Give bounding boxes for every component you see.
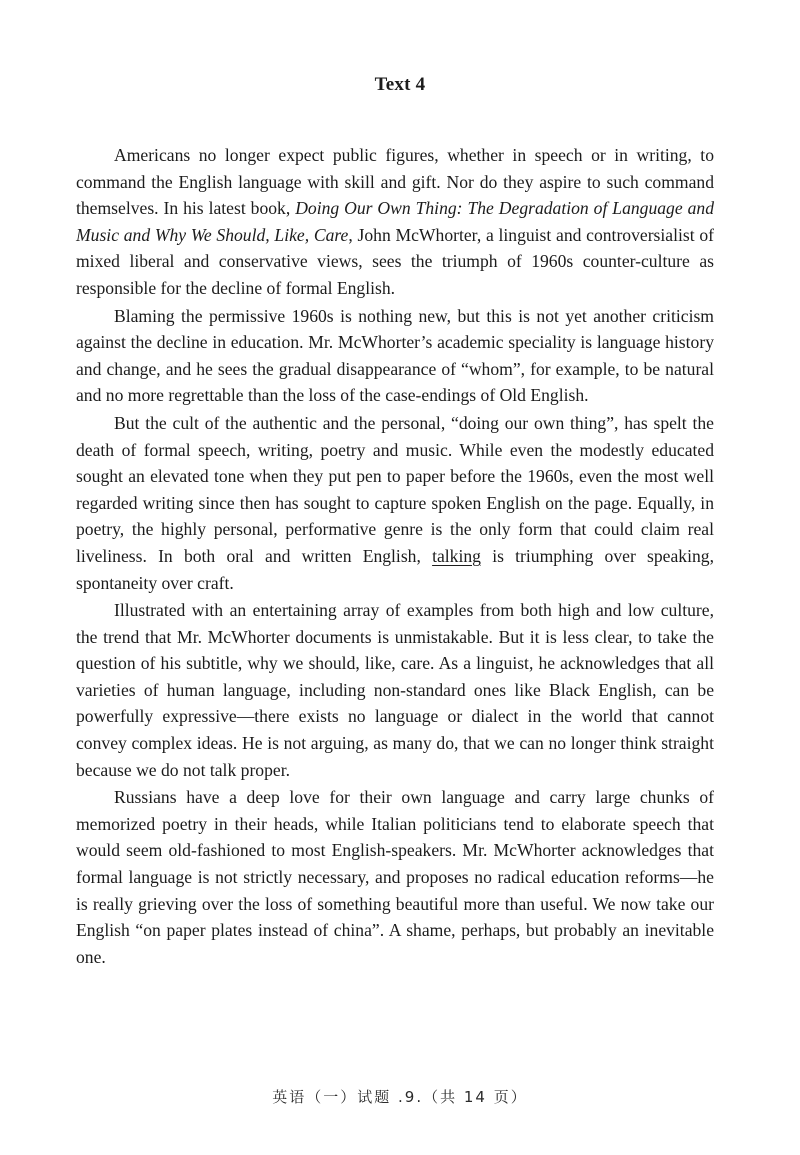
page-footer: 英语（一）试题 .9.（共 14 页） [272, 1088, 528, 1106]
paragraph-1-text-b: , John McWhorter, a linguist and controversialist of mixed liberal and conservative views, sees the triumph of 1960s counter-culture as responsible for the decline of formal English. [76, 224, 714, 298]
paragraph-1 [76, 142, 714, 302]
book-title: Doing Our Own Thing: The Degradation of Language and Music and Why We Should, Like, Care [76, 198, 714, 245]
paragraph-2: Blaming the permissive 1960s is nothing new, but this is not yet another criticism against the decline in education. Mr. McWhorter’s academic speciality is language history and change, and he sees the gradual disappearance of “whom”, for example, to be natural and no more regrettable than the loss of the case-endings of Old English. [76, 305, 714, 406]
underlined-word-talking: talking [432, 545, 481, 566]
paragraph-3-text-b: is triumphing over speaking, spontaneity over craft. [76, 545, 714, 593]
paragraph-3-text-a: But the cult of the authentic and the personal, “doing our own thing”, has spelt the death of formal speech, writing, poetry and music. While even the modestly educated sought an elevated tone when they put pen to paper before the 1960s, even the most well regarded writing since then has sought to capture spoken English on the page. Equally, in poetry, the highly personal, performative genre is the only form that could claim real liveliness. In both oral and written English, [76, 412, 714, 566]
paragraph-3 [76, 410, 714, 596]
paragraph-5: Russians have a deep love for their own language and carry large chunks of memorized poetry in their heads, while Italian politicians tend to elaborate speech that would seem old-fashioned to most English-speakers. Mr. McWhorter acknowledges that formal language is not strictly necessary, and proposes no radical education reforms—he is really grieving over the loss of something beautiful more than useful. We now take our English “on paper plates instead of china”. A shame, perhaps, but probably an inevitable one. [76, 787, 714, 967]
paragraph-4: Illustrated with an entertaining array of examples from both high and low culture, the trend that Mr. McWhorter documents is unmistakable. But it is less clear, to take the question of his subtitle, why we should, like, care. As a linguist, he acknowledges that all varieties of human language, including non-standard ones like Black English, can be powerfully expressive—there exists no language or dialect in the world that cannot convey complex ideas. He is not arguing, as many do, that we can no longer think straight because we do not talk proper. [76, 600, 714, 780]
passage-body [76, 142, 714, 970]
section-title: Text 4 [374, 74, 426, 95]
paragraph-1-text-a: Americans no longer expect public figures, whether in speech or in writing, to command the English language with skill and gift. Nor do they aspire to such command themselves. In his latest book, [76, 145, 714, 219]
